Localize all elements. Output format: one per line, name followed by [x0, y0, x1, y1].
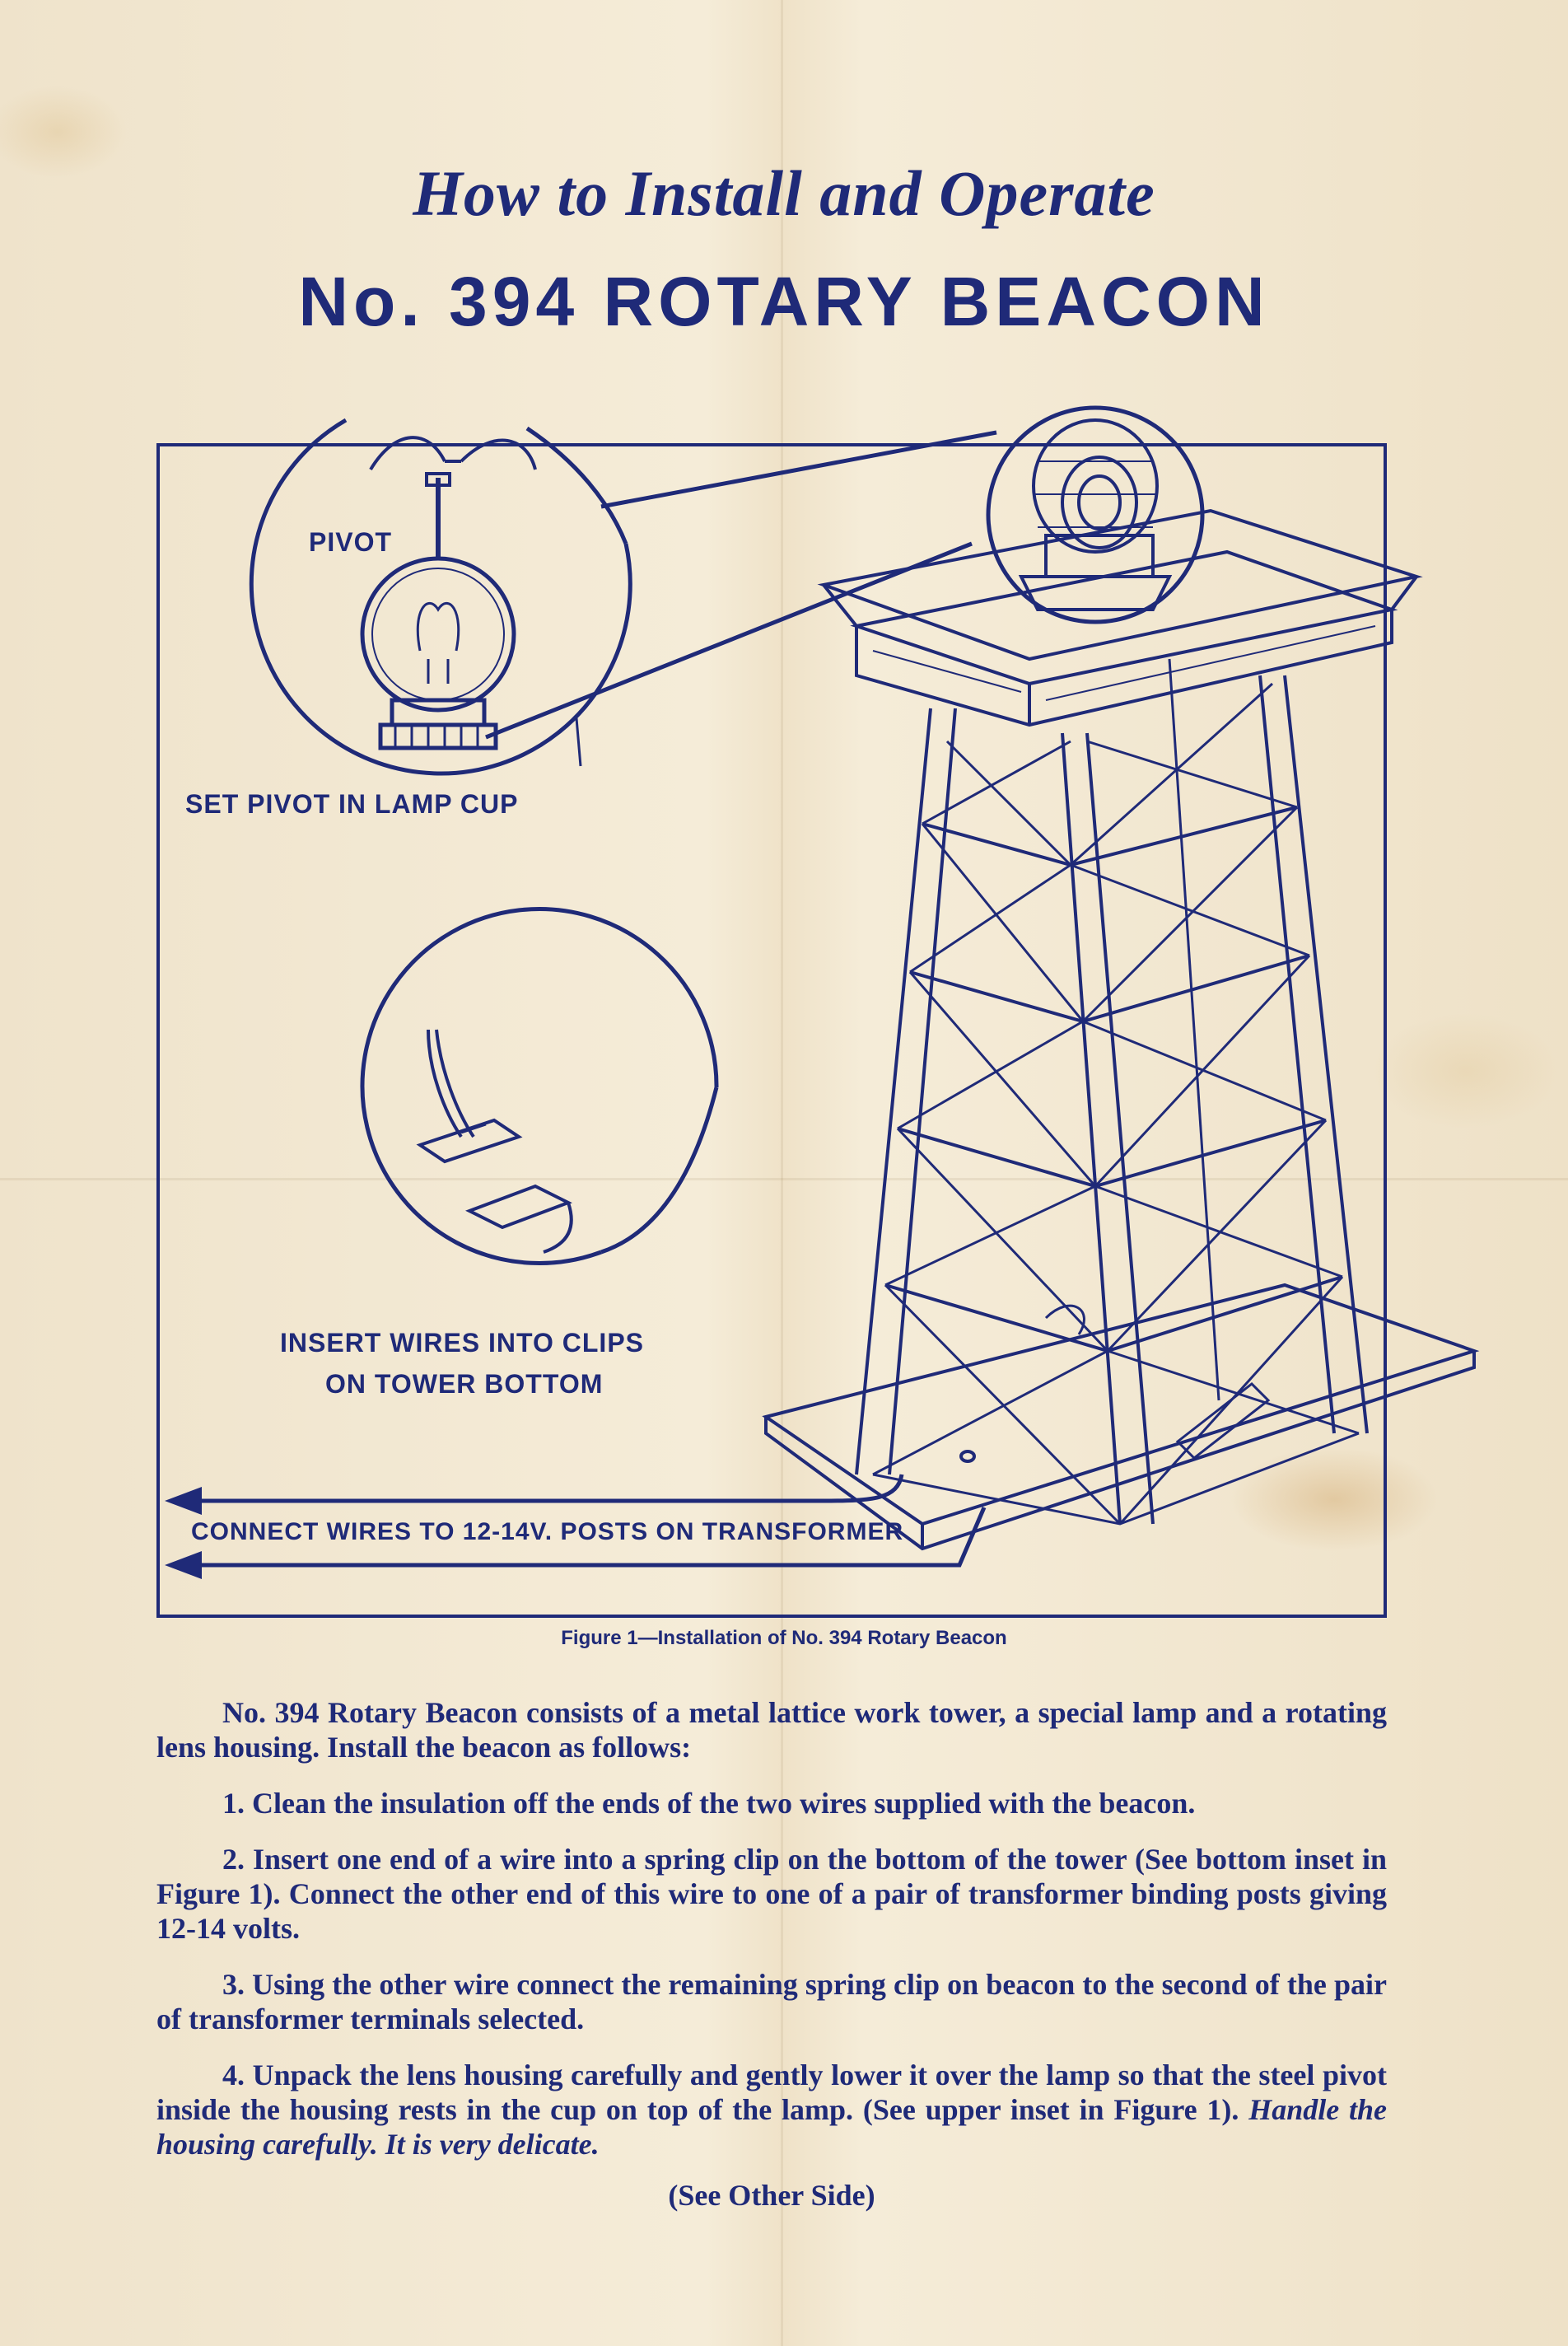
beacon-tower-icon — [766, 420, 1474, 1549]
intro-paragraph: No. 394 Rotary Beacon consists of a metal lattice work tower, a special lamp and a rotating lens housing. Install the beacon as follows: — [156, 1696, 1387, 1764]
lamp-inset-icon — [251, 420, 630, 773]
label-insert-wires-line-1: INSERT WIRES INTO CLIPS — [280, 1328, 644, 1358]
step-1: 1. Clean the insulation off the ends of the two wires supplied with the beacon. — [222, 1787, 1196, 1820]
step-4 — [156, 2058, 1387, 2161]
figure-caption: Figure 1—Installation of No. 394 Rotary Beacon — [561, 1627, 1007, 1649]
step-2: 2. Insert one end of a wire into a spring clip on the bottom of the tower (See bottom inset in Figure 1). Connect the other end of this wire to one of a pair of transformer binding posts giving 12-14 volts. — [156, 1843, 1387, 1945]
wire-clip-inset-icon — [362, 909, 716, 1264]
see-other-side: (See Other Side) — [668, 2179, 875, 2212]
label-pivot: PIVOT — [309, 527, 393, 557]
step-4-warning: Handle the housing carefully. It is very delicate. — [156, 2093, 1387, 2161]
label-connect-wires: CONNECT WIRES TO 12-14V. POSTS ON TRANSFORMER — [191, 1518, 904, 1545]
instructions-body — [156, 1695, 1387, 2234]
step-3: 3. Using the other wire connect the remaining spring clip on beacon to the second of the pair of transformer terminals selected. — [156, 1968, 1387, 2035]
label-insert-wires-line-2: ON TOWER BOTTOM — [325, 1369, 604, 1399]
title-line-1: How to Install and Operate — [413, 157, 1155, 229]
step-4-text: 4. Unpack the lens housing carefully and gently lower it over the lamp so that the steel pivot inside the housing rests in the cup on top of the lamp. (See upper inset in Figure 1). — [156, 2059, 1387, 2126]
label-set-pivot: SET PIVOT IN LAMP CUP — [185, 789, 519, 819]
title-line-2: No. 394 ROTARY BEACON — [298, 263, 1270, 340]
